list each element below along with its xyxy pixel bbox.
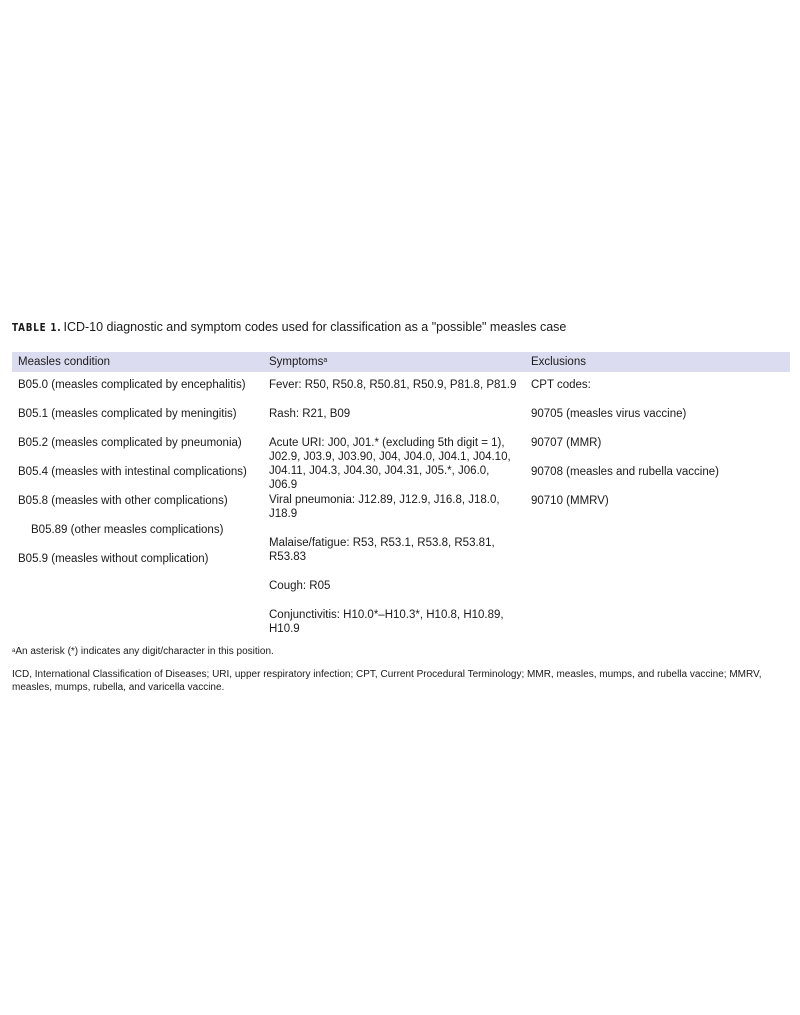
- header-symptoms: Symptoms$^a$: [263, 352, 525, 372]
- exclusion-90707: 90707 (MMR): [531, 437, 602, 449]
- symptom-viral-pneumonia: Viral pneumonia: J12.89, J12.9, J16.8, J18.0, J18.9: [269, 494, 500, 520]
- exclusion-90708: 90708 (measles and rubella vaccine): [531, 466, 719, 478]
- symptom-acute-uri: Acute URI: J00, J01.* (excluding 5th digit = 1), J02.9, J03.9, J03.90, J04, J04.0, J04.1, J04.10, J04.11, J04.3, J04.30, J04.31, J05.*, J06.0, J06.9: [269, 437, 511, 491]
- exclusion-90705: 90705 (measles virus vaccine): [531, 408, 687, 420]
- condition-b05-8: B05.8 (measles with other complications): [18, 495, 228, 507]
- condition-b05-1: B05.1 (measles complicated by meningitis): [18, 408, 237, 420]
- footnote-marker: a: [12, 648, 16, 654]
- symptom-malaise-fatigue: Malaise/fatigue: R53, R53.1, R53.8, R53.81, R53.83: [269, 537, 495, 563]
- asterisk-footnote: $^a$An asterisk (*) indicates any digit/character in this position.: [12, 646, 274, 657]
- table-container: [12, 318, 790, 704]
- condition-b05-4: B05.4 (measles with intestinal complications): [18, 466, 247, 478]
- table-header-row: [12, 352, 790, 372]
- symptom-fever: Fever: R50, R50.8, R50.81, R50.9, P81.8, P81.9: [269, 379, 517, 391]
- header-exclusions: Exclusions: [525, 352, 790, 372]
- condition-b05-0: B05.0 (measles complicated by encephalitis): [18, 379, 246, 391]
- symptom-rash: Rash: R21, B09: [269, 408, 351, 420]
- exclusion-90710: 90710 (MMRV): [531, 495, 609, 507]
- header-symptoms-footnote-marker: a: [323, 357, 328, 364]
- symptoms-cell: [263, 372, 525, 642]
- exclusion-cpt-codes: CPT codes:: [531, 379, 591, 391]
- abbreviations-note: ICD, International Classification of Diseases; URI, upper respiratory infection; CPT, Current Procedural Terminology; MMR, measles, mumps, and rubella vaccine; MMRV, measles, mumps, rubella, and varicella vaccine.: [12, 669, 762, 693]
- table-caption-text: ICD-10 diagnostic and symptom codes used for classification as a "possible" measles case: [63, 320, 567, 334]
- table-footnotes: [12, 645, 790, 694]
- condition-b05-2: B05.2 (measles complicated by pneumonia): [18, 437, 242, 449]
- conditions-cell: [12, 372, 263, 642]
- table-caption-label: TABLE 1.: [12, 321, 62, 334]
- codes-table: [12, 352, 790, 642]
- exclusions-cell: [525, 372, 790, 642]
- condition-b05-9: B05.9 (measles without complication): [18, 553, 209, 565]
- header-measles-condition: Measles condition: [12, 352, 263, 372]
- table-row: [12, 372, 790, 642]
- symptom-cough: Cough: R05: [269, 580, 331, 592]
- condition-b05-89: B05.89 (other measles complications): [31, 524, 224, 536]
- symptom-conjunctivitis: Conjunctivitis: H10.0*–H10.3*, H10.8, H10.89, H10.9: [269, 609, 504, 635]
- table-caption: [12, 318, 790, 337]
